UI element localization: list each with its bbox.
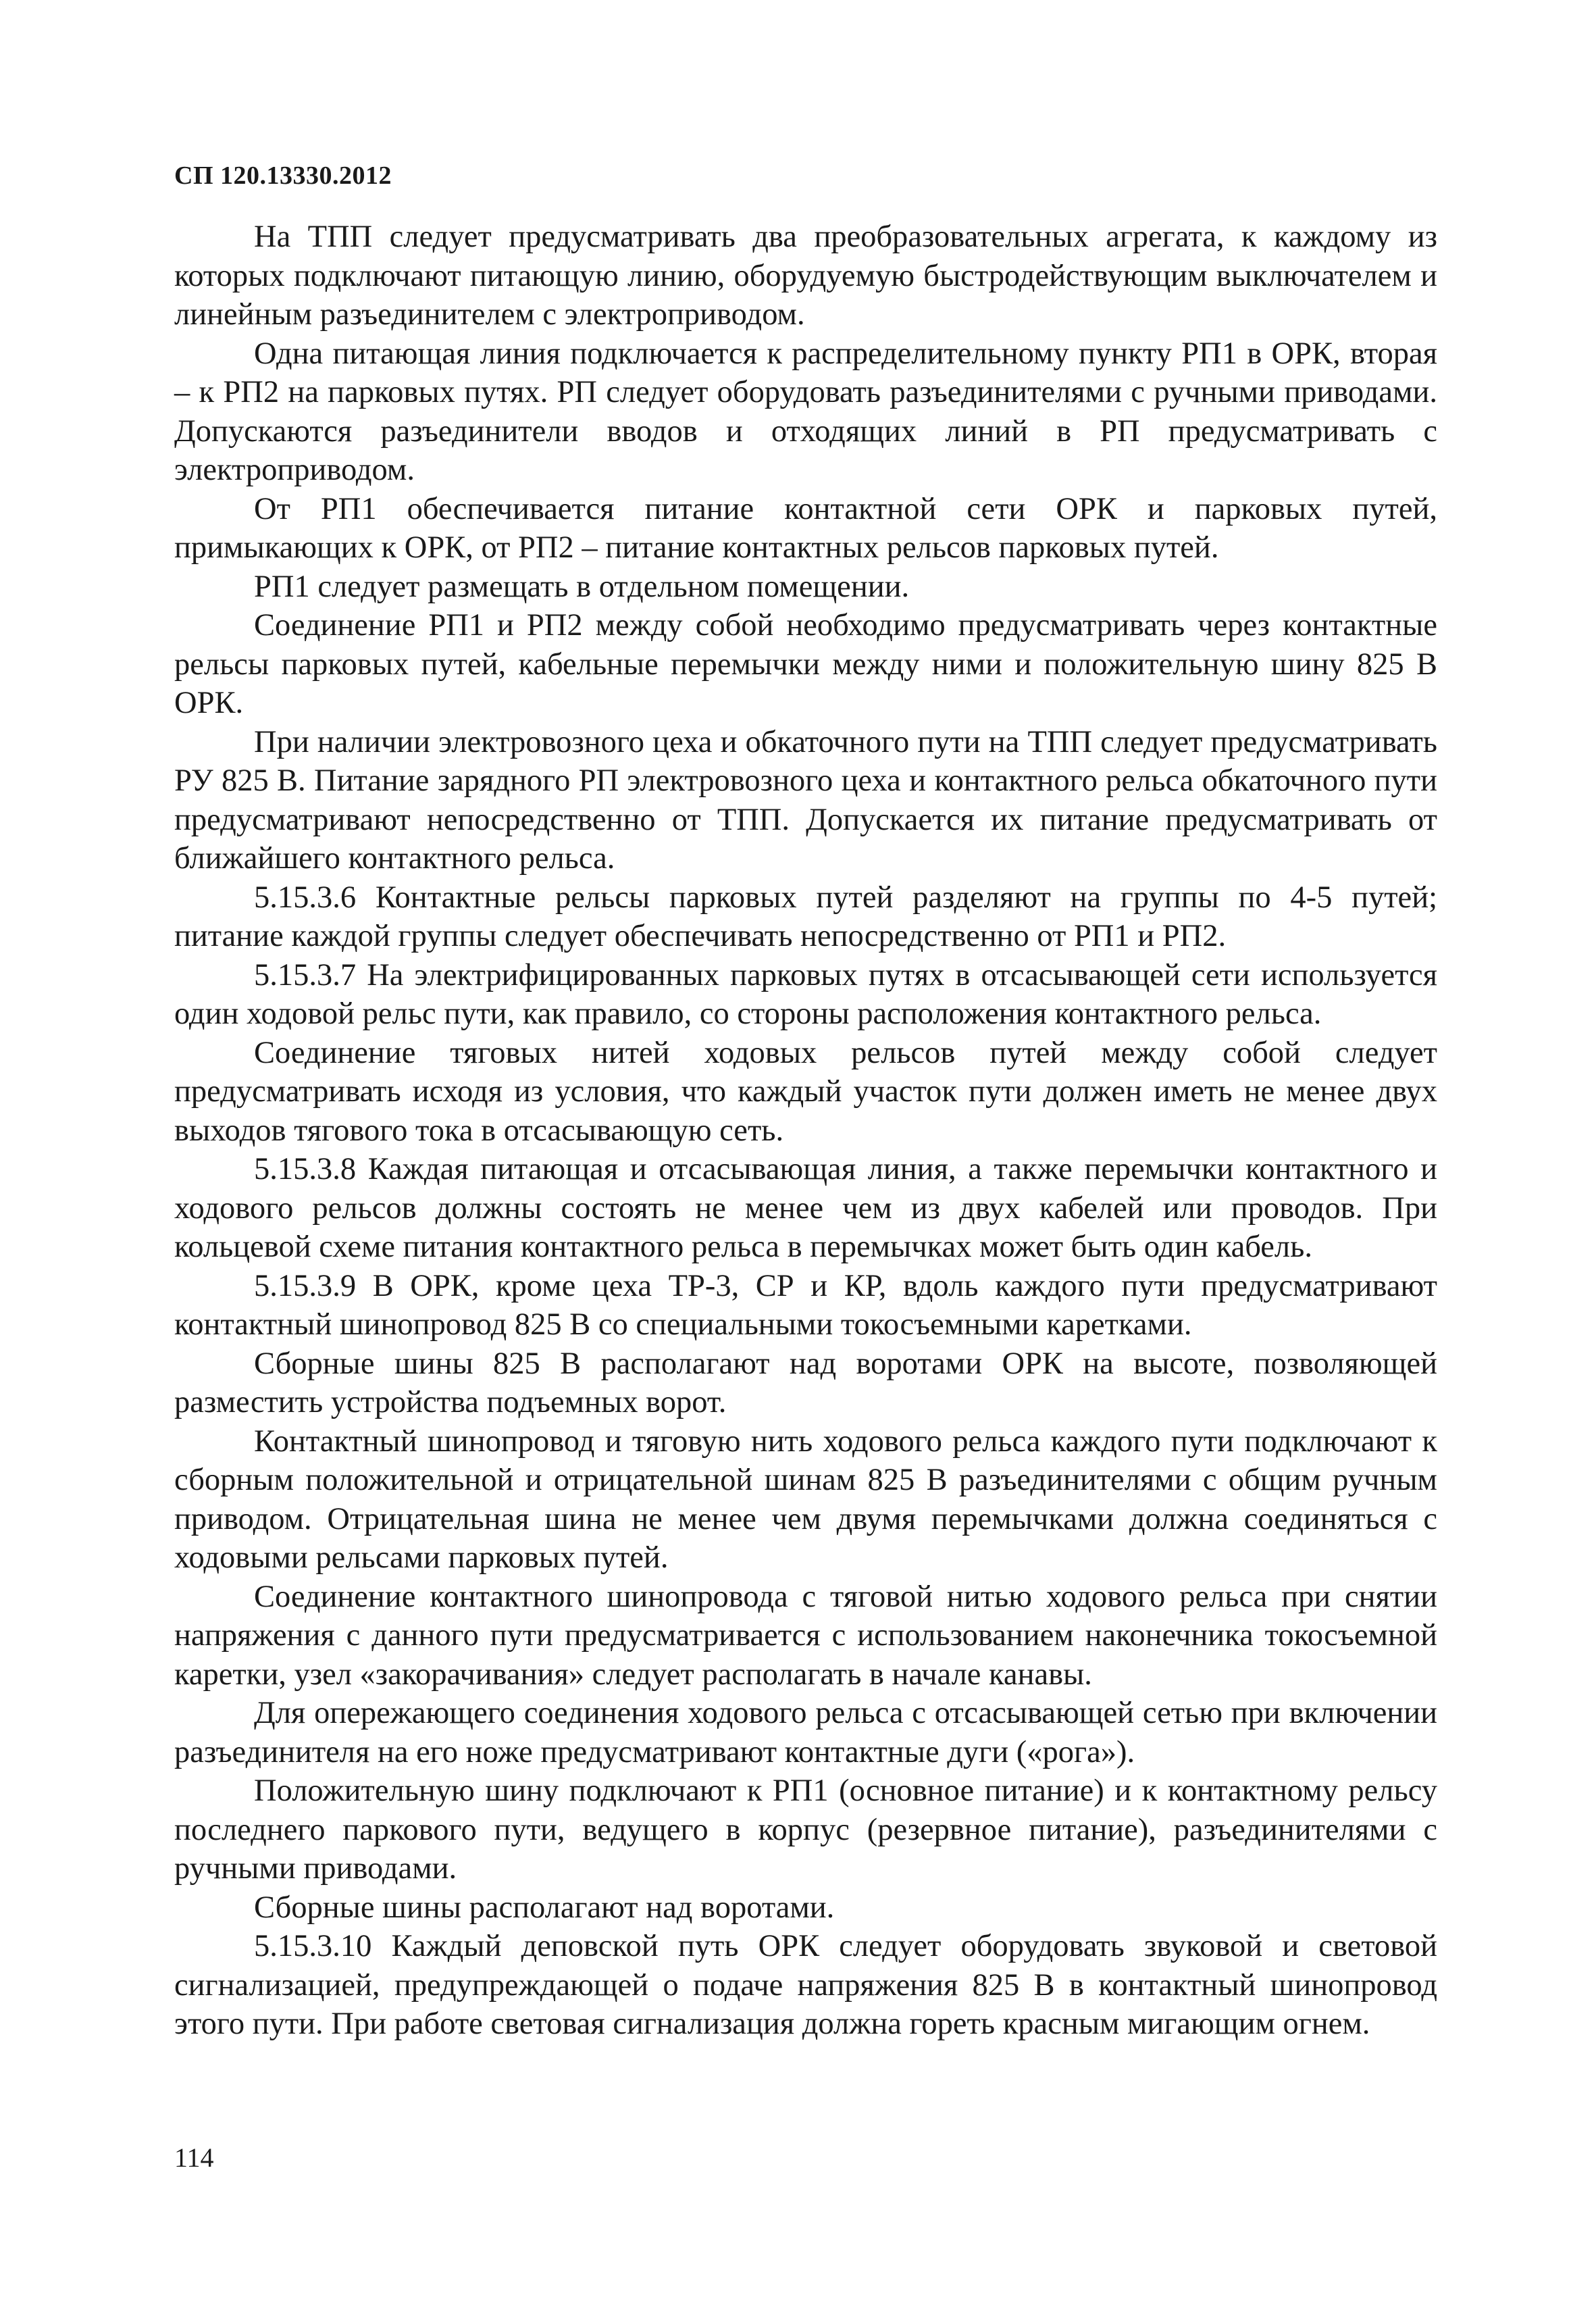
document-code-header: СП 120.13330.2012 [174,161,392,190]
paragraph: На ТПП следует предусматривать два преобразовательных агрегата, к каждому из которых подключают питающую линию, оборудуемую быстродействующим выключателем и линейным разъединителем с электроприводом. [174,220,1437,332]
paragraph: Для опережающего соединения ходового рельса с отсасывающей сетью при включении разъединителя на его ноже предусматривают контактные дуги («рога»). [174,1696,1437,1769]
paragraph: Контактный шинопровод и тяговую нить ходового рельса каждого пути подключают к сборным положительной и отрицательной шинам 825 В разъединителями с общим ручным приводом. Отрицательная шина не менее чем двумя перемычками должна соединяться с ходовыми рельсами парковых путей. [174,1424,1437,1575]
paragraph: Одна питающая линия подключается к распределительному пункту РП1 в ОРК, вторая – к РП2 на парковых путях. РП следует оборудовать разъединителями с ручными приводами. Допускаются разъединители вводов и отходящих линий в РП предусматривать с электроприводом. [174,336,1437,487]
paragraph-clause-5-15-3-7: 5.15.3.7 На электрифицированных парковых путях в отсасывающей сети используется один ходовой рельс пути, как правило, со стороны расположения контактного рельса. [174,957,1437,1031]
paragraph-clause-5-15-3-10: 5.15.3.10 Каждый деповской путь ОРК следует оборудовать звуковой и световой сигнализацией, предупреждающей о подаче напряжения 825 В в контактный шинопровод этого пути. При работе световая сигнализация должна гореть красным мигающим огнем. [174,1929,1437,2041]
paragraph: Соединение контактного шинопровода с тяговой нитью ходового рельса при снятии напряжения с данного пути предусматривается с использованием наконечника токосъемной каретки, узел «закорачивания» следует располагать в начале канавы. [174,1579,1437,1692]
paragraph-clause-5-15-3-9: 5.15.3.9 В ОРК, кроме цеха ТР-3, СР и КР, вдоль каждого пути предусматривают контактный шинопровод 825 В со специальными токосъемными каретками. [174,1268,1437,1342]
paragraph: Сборные шины располагают над воротами. [254,1890,835,1925]
paragraph: Сборные шины 825 В располагают над воротами ОРК на высоте, позволяющей разместить устройства подъемных ворот. [174,1346,1437,1419]
paragraph-clause-5-15-3-8: 5.15.3.8 Каждая питающая и отсасывающая линия, а также перемычки контактного и ходового рельсов должны состоять не менее чем из двух кабелей или проводов. При кольцевой схеме питания контактного рельса в перемычках может быть один кабель. [174,1152,1437,1264]
paragraph: От РП1 обеспечивается питание контактной сети ОРК и парковых путей, примыкающих к ОРК, от РП2 – питание контактных рельсов парковых путей. [174,491,1437,565]
page-number: 114 [174,2142,214,2173]
paragraph: Соединение РП1 и РП2 между собой необходимо предусматривать через контактные рельсы парковых путей, кабельные перемычки между ними и положительную шину 825 В ОРК. [174,608,1437,720]
paragraph: Соединение тяговых нитей ходовых рельсов путей между собой следует предусматривать исходя из условия, что каждый участок пути должен иметь не менее двух выходов тягового тока в отсасывающую сеть. [174,1035,1437,1148]
paragraph: При наличии электровозного цеха и обкаточного пути на ТПП следует предусматривать РУ 825 В. Питание зарядного РП электровозного цеха и контактного рельса обкаточного пути предусматривают непосредственно от ТПП. Допускается их питание предусматривать от ближайшего контактного рельса. [174,724,1437,876]
document-body [174,218,1437,2044]
paragraph: РП1 следует размещать в отдельном помещении. [254,569,910,604]
paragraph-clause-5-15-3-6: 5.15.3.6 Контактные рельсы парковых путей разделяют на группы по 4-5 путей; питание каждой группы следует обеспечивать непосредственно от РП1 и РП2. [174,880,1437,953]
paragraph: Положительную шину подключают к РП1 (основное питание) и к контактному рельсу последнего паркового пути, ведущего в корпус (резервное питание), разъединителями с ручными приводами. [174,1774,1437,1886]
